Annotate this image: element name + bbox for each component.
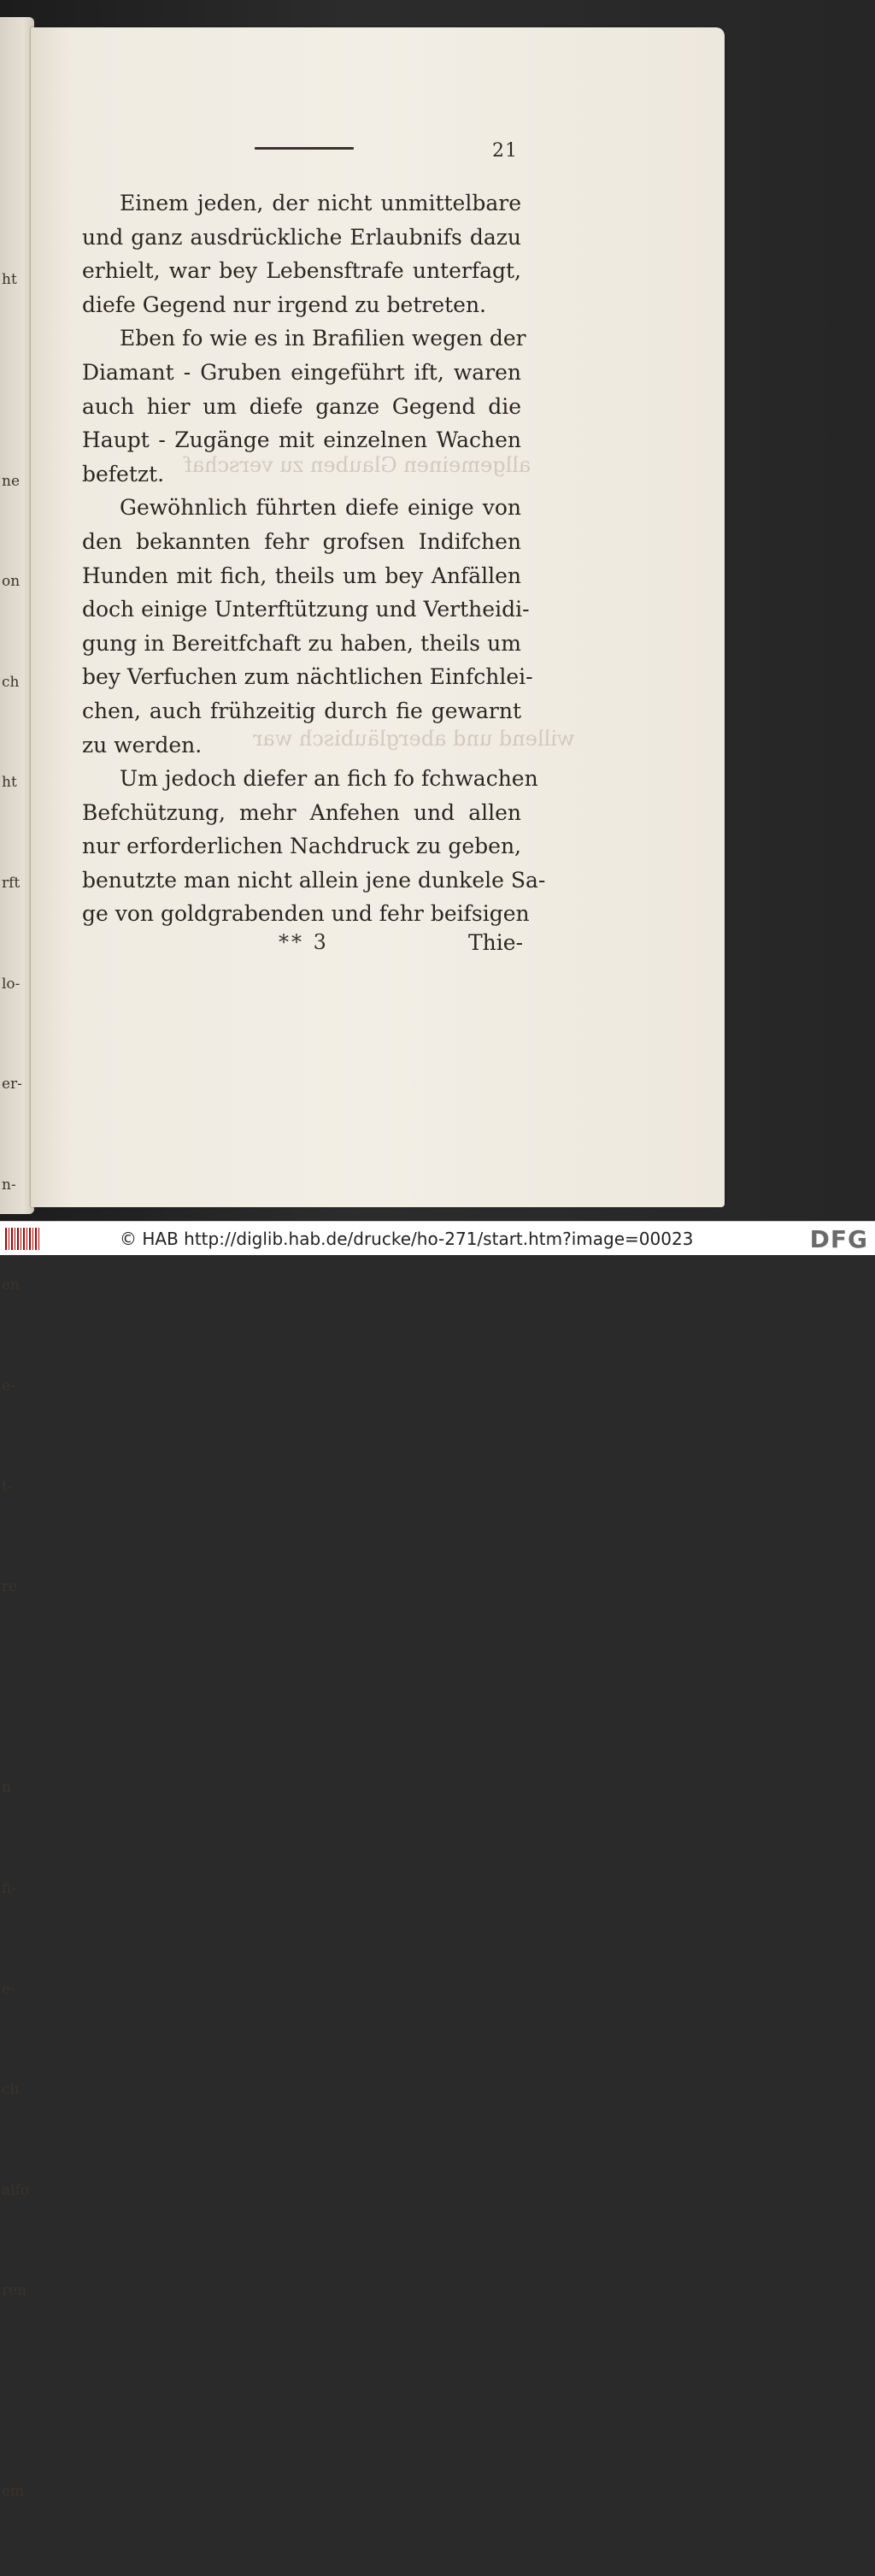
- bleed-through-text: willend und abergläubisch war: [253, 727, 575, 751]
- left-fragment: alfo: [2, 2181, 30, 2199]
- text-line: nur erforderlichen Nachdruck zu geben,: [82, 834, 521, 859]
- left-fragment: e-: [2, 1376, 15, 1394]
- left-fragment: fi-: [2, 1879, 17, 1897]
- left-fragment: e-: [2, 1980, 15, 1998]
- text-line: chen, auch frühzeitig durch fie gewarnt: [82, 698, 521, 723]
- left-fragment: ne: [2, 472, 21, 490]
- left-fragment: ch: [2, 673, 20, 691]
- body-text: [82, 186, 546, 931]
- left-fragment: n-: [2, 1176, 16, 1194]
- left-fragment: n: [2, 1779, 11, 1797]
- text-line: den bekannten fehr grofsen Indifchen: [82, 528, 521, 554]
- footer-bar: [0, 1221, 875, 1255]
- left-fragment: t-: [2, 1477, 13, 1495]
- left-fragment: [0, 364, 34, 398]
- text-line: Diamant - Gruben eingeführt ift, waren: [82, 359, 521, 385]
- left-page-fragments: [0, 197, 34, 2576]
- left-fragment: [0, 2375, 34, 2408]
- signature-mark: ** 3: [279, 930, 329, 954]
- copyright-link[interactable]: © HAB http://diglib.hab.de/drucke/ho-271/start.htm?image=00023: [120, 1229, 694, 1249]
- text-line: Haupt - Zugänge mit einzelnen Wachen: [82, 427, 521, 453]
- left-fragment: on: [2, 573, 21, 591]
- catchword: Thie-: [468, 930, 524, 955]
- left-fragment: ht: [2, 774, 17, 792]
- left-page-edge: [0, 17, 34, 2501]
- barcode-icon: [5, 1228, 41, 1250]
- left-fragment: ht: [2, 271, 17, 289]
- text-line: Gewöhnlich führten diefe einige von: [120, 495, 521, 521]
- page-number: 21: [492, 140, 518, 162]
- left-fragment: rft: [2, 874, 21, 892]
- text-line: gung in Bereitfchaft zu haben, theils um: [82, 630, 521, 656]
- left-fragment: ren: [2, 2282, 27, 2300]
- text-line: zu werden.: [82, 732, 203, 757]
- left-fragment: er-: [2, 1076, 22, 1093]
- text-line: Einem jeden, der nicht unmittelbare: [120, 191, 521, 215]
- dfg-logo: DFG: [809, 1225, 868, 1253]
- text-line: doch einige Unterftützung und Vertheidi-: [82, 597, 530, 622]
- text-line: Um jedoch diefer an fich fo fchwachen: [120, 766, 538, 792]
- text-line: erhielt, war bey Lebensftrafe unterfagt,: [82, 258, 521, 284]
- text-line: diefe Gegend nur irgend zu betreten.: [82, 292, 486, 317]
- left-fragment: lo-: [2, 975, 21, 993]
- left-fragment: [0, 1671, 34, 1705]
- text-line: Befchützung, mehr Anfehen und allen: [82, 799, 521, 825]
- text-line: bey Verfuchen zum nächtlichen Einfchlei-: [82, 664, 533, 690]
- text-line: Eben fo wie es in Brafilien wegen der: [120, 326, 526, 351]
- text-line: Hunden mit fich, theils um bey Anfällen: [82, 563, 521, 588]
- left-fragment: re: [2, 1578, 18, 1596]
- left-fragment: em: [2, 2483, 25, 2501]
- text-line: benutzte man nicht allein jene dunkele Sa-: [82, 867, 546, 893]
- left-fragment: en: [2, 1276, 21, 1294]
- bleed-through-text: allgemeinen Glauben zu verschaf: [185, 453, 531, 477]
- text-line: und ganz ausdrückliche Erlaubnifs dazu: [82, 224, 521, 250]
- text-line: befetzt.: [82, 461, 165, 486]
- text-line: auch hier um diefe ganze Gegend die: [82, 393, 521, 419]
- header-rule: [255, 147, 354, 150]
- text-line: ge von goldgrabenden und fehr beifsigen: [82, 901, 530, 927]
- left-fragment: ch: [2, 2081, 20, 2099]
- book-page: [31, 27, 725, 1207]
